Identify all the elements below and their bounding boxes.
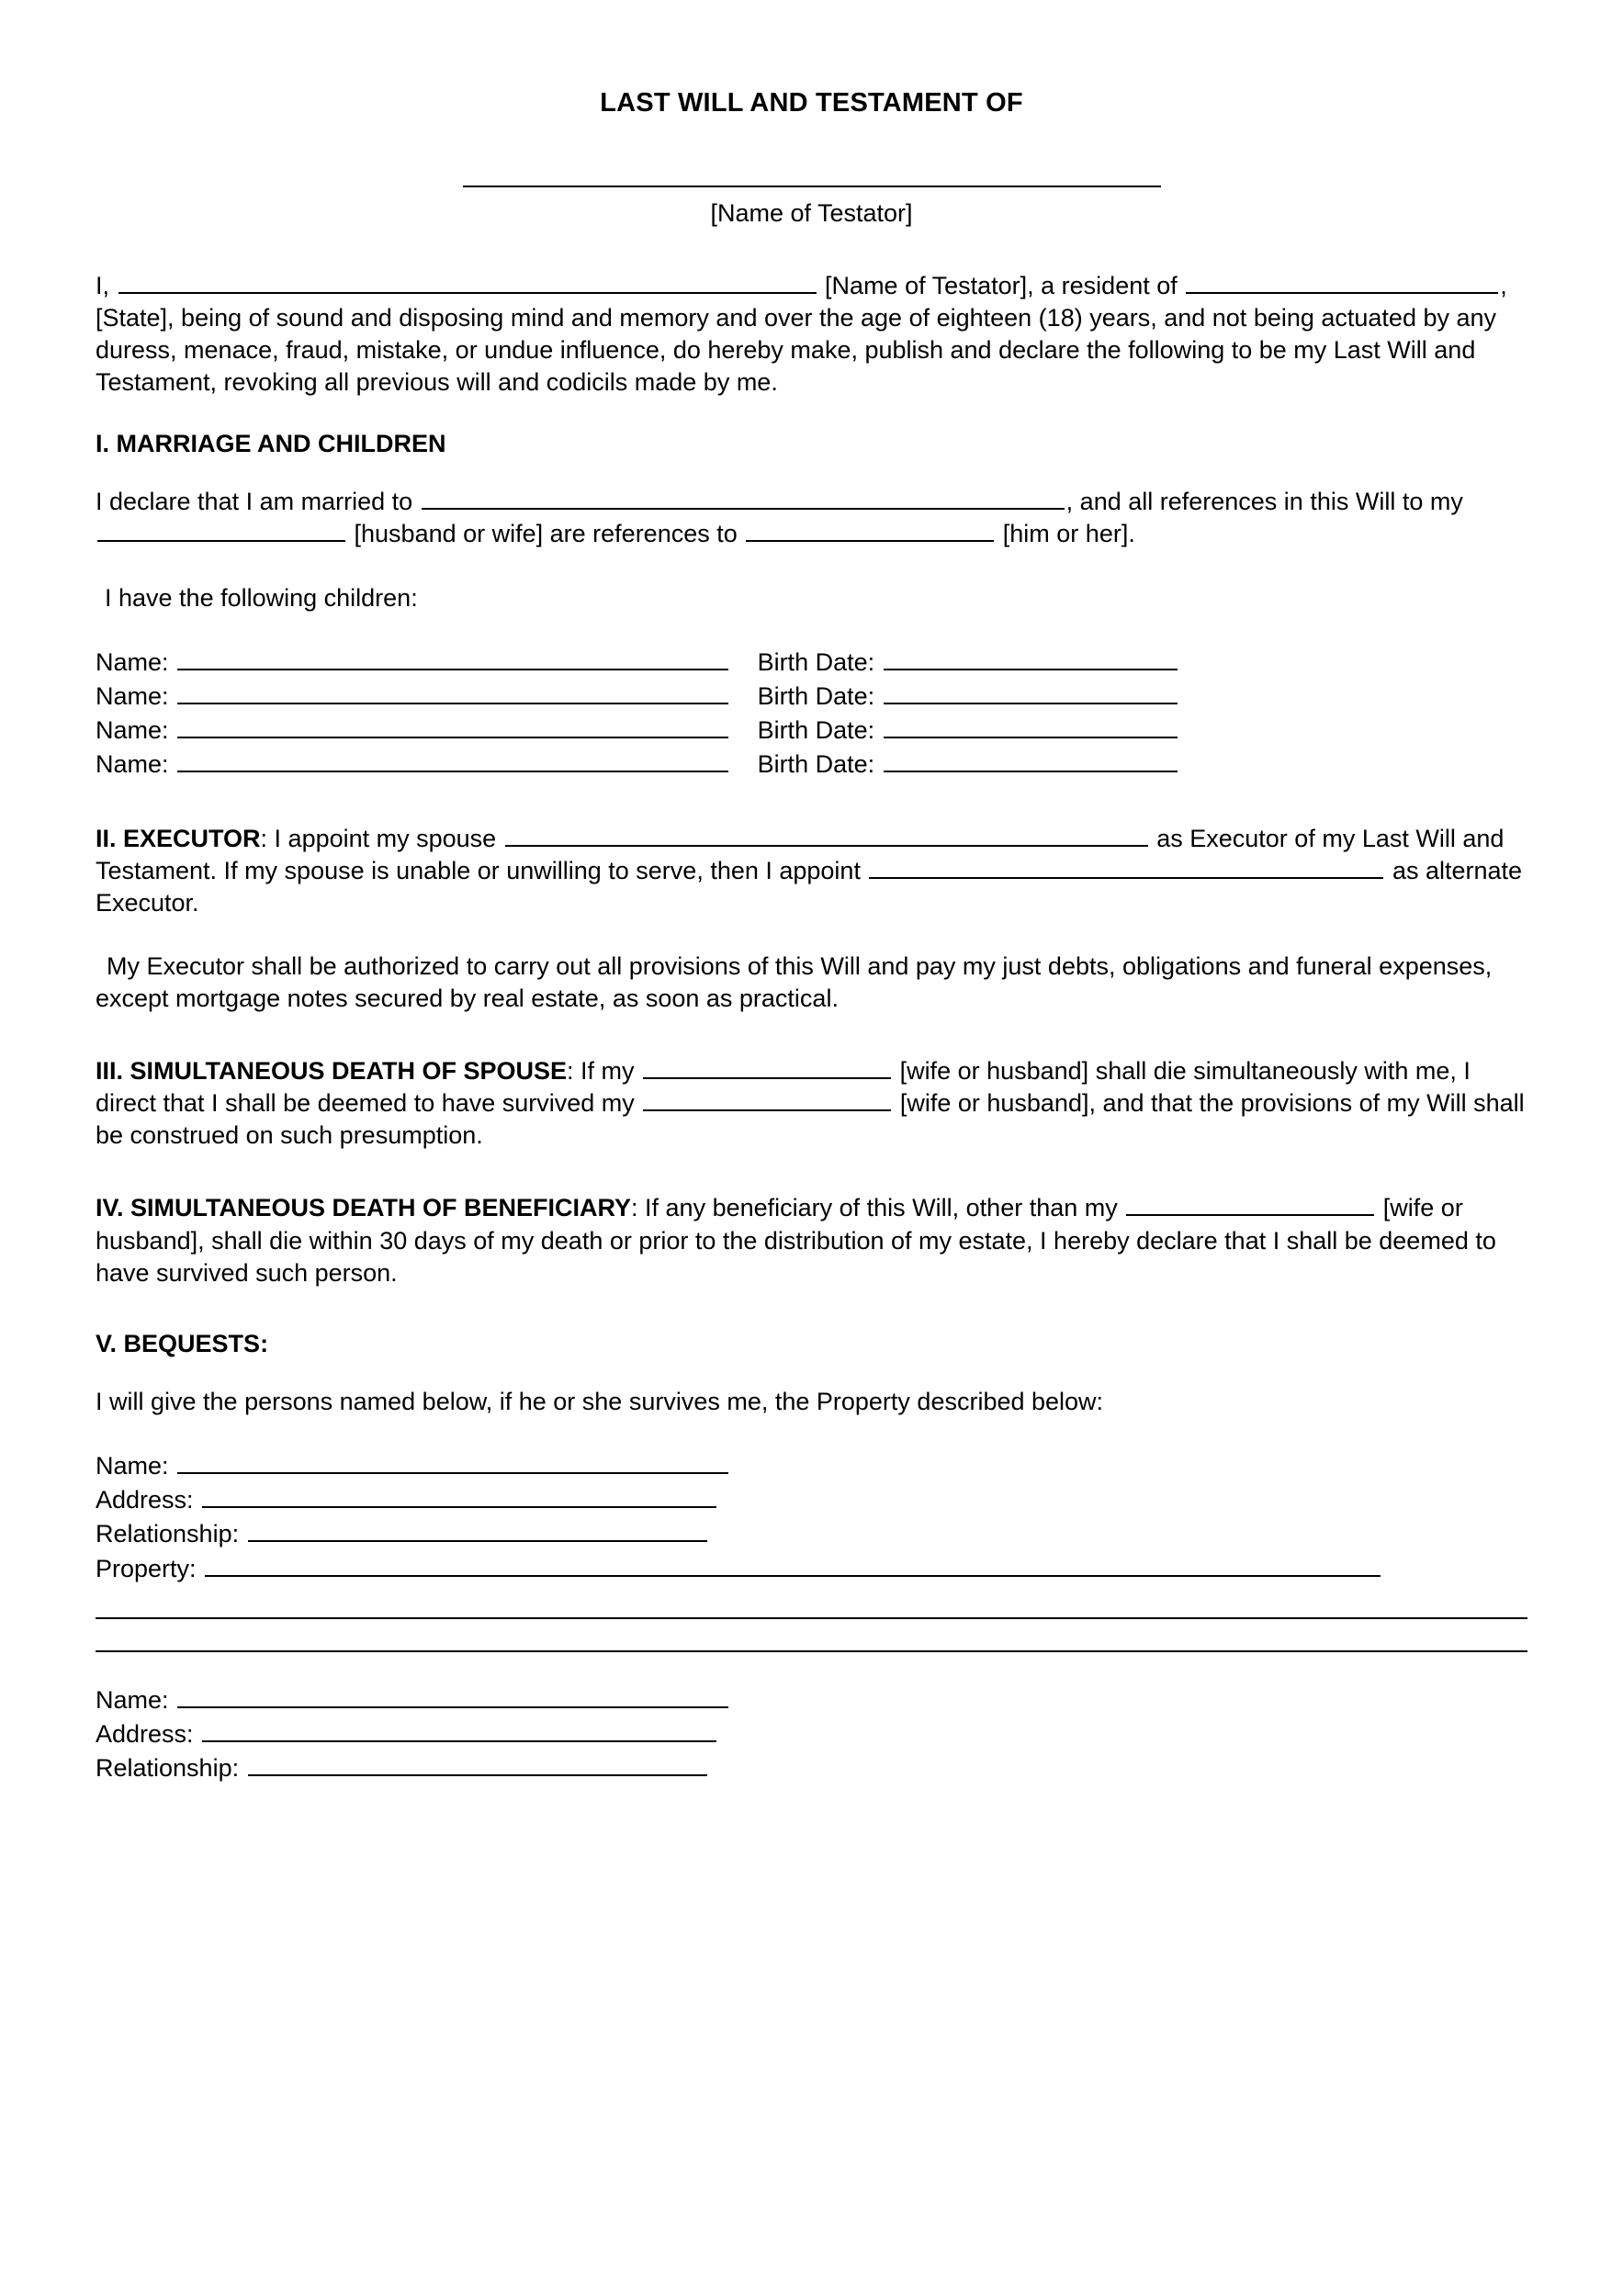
child-name-blank[interactable] [177,715,728,738]
page-title: LAST WILL AND TESTAMENT OF [600,88,1023,118]
child-name-blank[interactable] [177,749,728,772]
section-simultaneous-beneficiary [96,1192,1527,1289]
section-executor [96,823,1527,919]
sim-spouse-text-2: [wife or husband] shall die simultaneously with me, I direct that I shall be deemed to have survived my [96,1057,1471,1118]
bequest-relationship-label: Relationship: [96,1520,240,1548]
child-row [96,680,1527,714]
bequests-heading-colon: : [260,1329,269,1357]
executor-text-1: : I appoint my spouse [260,824,497,852]
spouse-term-blank[interactable] [97,520,345,543]
bequest-relationship-row [96,1517,1527,1551]
child-name-blank[interactable] [177,681,728,704]
child-row [96,714,1527,748]
bequest-entry-1 [96,1449,1527,1652]
child-birth-blank[interactable] [884,647,1178,670]
section-heading-marriage: I. MARRIAGE AND CHILDREN [96,430,446,458]
opening-paragraph [96,270,1527,399]
sim-beneficiary-term-blank[interactable] [1126,1193,1374,1216]
bequest-relationship-row [96,1751,1527,1785]
child-name-label: Name: [96,681,169,710]
child-birth-label: Birth Date: [757,681,875,710]
spouse-name-blank[interactable] [422,487,1065,510]
bequest-address-label: Address: [96,1720,194,1749]
child-birth-blank[interactable] [884,749,1178,772]
bequest-name-blank[interactable] [177,1451,728,1474]
marriage-text-3: [husband or wife] are references to [354,520,738,548]
sim-spouse-term-blank-1[interactable] [643,1056,891,1079]
opening-text-3: , [State], being of sound and disposing mind and memory and over the age of eighteen (18) years, and not being actuated by any duress, menace, fraud, mistake, or undue influence, do hereby make, publish and declare the following to be my Last Will and Testament, revoking all previous will and codicils made by me. [96,272,1507,397]
bequest-property-blank-1[interactable] [205,1554,1381,1577]
child-name-label: Name: [96,647,169,676]
child-birth-label: Birth Date: [757,716,875,745]
child-birth-blank[interactable] [884,681,1178,704]
opening-text-1: I, [96,272,110,299]
residence-city-blank[interactable] [1186,271,1498,294]
child-name-label: Name: [96,750,169,779]
bequest-property-label: Property: [96,1554,197,1582]
marriage-declaration [96,486,1527,550]
bequest-address-label: Address: [96,1486,194,1514]
bequest-relationship-label: Relationship: [96,1754,240,1783]
marriage-text-1: I declare that I am married to [96,488,413,516]
child-name-blank[interactable] [177,647,728,670]
bequest-name-row [96,1449,1527,1483]
bequest-property-blank-3[interactable] [96,1619,1527,1652]
marriage-text-2: , and all references in this Will to my [1065,488,1463,516]
child-birth-blank[interactable] [884,715,1178,738]
children-table [96,646,1527,782]
testator-name-caption: [Name of Testator] [710,199,913,227]
child-birth-label: Birth Date: [757,647,875,676]
bequest-property-blank-2[interactable] [96,1586,1527,1619]
bequest-address-blank[interactable] [202,1485,716,1508]
executor-powers-paragraph: My Executor shall be authorized to carry out all provisions of this Will and pay my just debts, obligations and funeral expenses, except mortgage notes secured by real estate, as soon as practical. [96,951,1493,1013]
bequest-relationship-blank[interactable] [248,1753,707,1776]
bequest-name-label: Name: [96,1451,169,1480]
bequest-entry-2 [96,1683,1527,1786]
bequest-name-row [96,1683,1527,1717]
testator-name-rule[interactable] [463,186,1161,187]
bequest-address-row [96,1717,1527,1751]
testator-name-blank[interactable] [118,271,817,294]
marriage-text-4: [him or her]. [1002,520,1135,548]
children-intro: I have the following children: [105,583,418,612]
child-row [96,748,1527,782]
sim-spouse-term-blank-2[interactable] [643,1088,891,1111]
executor-spouse-blank[interactable] [505,824,1148,847]
child-name-label: Name: [96,716,169,745]
section-heading-executor: II. EXECUTOR [96,824,261,852]
sim-beneficiary-text-1: : If any beneficiary of this Will, other than my [631,1194,1118,1222]
section-heading-simultaneous-spouse: III. SIMULTANEOUS DEATH OF SPOUSE [96,1057,568,1086]
bequest-name-label: Name: [96,1685,169,1714]
section-simultaneous-spouse [96,1055,1527,1152]
alternate-executor-blank[interactable] [869,856,1383,879]
sim-beneficiary-text-2: [wife or husband], shall die within 30 days of my death or prior to the distribution of my estate, I hereby declare that I shall be deemed to have survived such person. [96,1194,1496,1287]
testator-name-field[interactable] [96,175,1527,192]
child-birth-label: Birth Date: [757,750,875,779]
pronoun-blank[interactable] [746,520,994,543]
bequests-intro: I will give the persons named below, if he or she survives me, the Property described below: [96,1387,1104,1415]
sim-spouse-text-3: [wife or husband], and that the provisions of my Will shall be construed on such presumption. [96,1089,1525,1150]
opening-text-2: [Name of Testator], a resident of [825,272,1178,299]
bequest-address-row [96,1483,1527,1517]
executor-text-2: as Executor of my Last Will and Testament. If my spouse is unable or unwilling to serve, then I appoint [96,824,1505,884]
bequests-heading-text: V. BEQUESTS [96,1329,261,1357]
bequest-property-row [96,1552,1527,1586]
child-row [96,646,1527,680]
sim-spouse-text-1: : If my [567,1057,635,1086]
bequest-relationship-blank[interactable] [248,1519,707,1542]
bequest-name-blank[interactable] [177,1685,728,1708]
section-heading-simultaneous-beneficiary: IV. SIMULTANEOUS DEATH OF BENEFICIARY [96,1194,632,1222]
executor-text-3: as alternate Executor. [96,856,1523,917]
section-heading-bequests [96,1330,1527,1358]
bequest-address-blank[interactable] [202,1719,716,1742]
